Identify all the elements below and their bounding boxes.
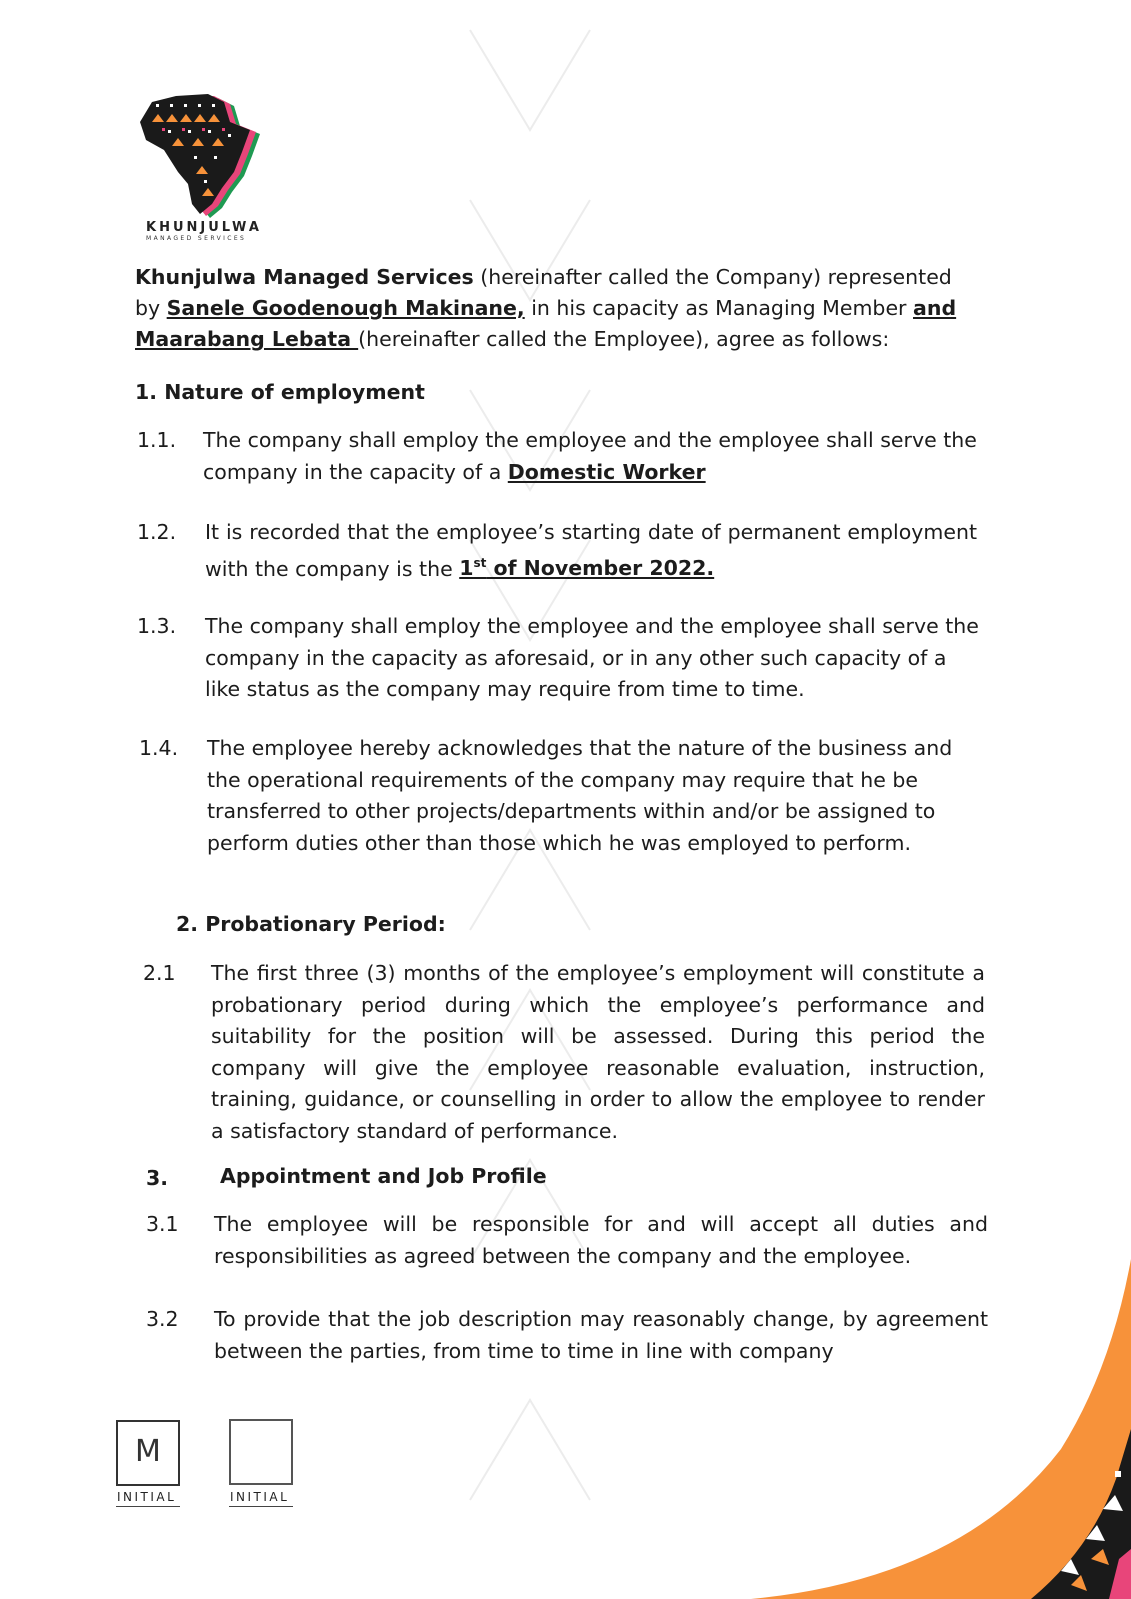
- intro-and: and: [913, 296, 957, 320]
- intro-text-3: (hereinafter called the Employee), agree as follows:: [358, 327, 890, 351]
- intro-text-1: (hereinafter called the Company) represented by: [135, 265, 952, 320]
- clause-text: To provide that the job description may reasonably change, by agreement between the parties, from time to time in line with company: [214, 1307, 988, 1363]
- clause-number: 1.4.: [139, 736, 179, 760]
- start-date: [459, 556, 714, 580]
- initial-label-2: INITIAL: [230, 1490, 290, 1504]
- section-2-heading: 2. Probationary Period:: [176, 912, 446, 936]
- start-day: 1: [459, 556, 474, 581]
- clause-text: The employee will be responsible for and will accept all duties and responsibilities as agreed between the company and the employee.: [214, 1212, 988, 1268]
- logo-wordmark: KHUNJULWA: [146, 220, 262, 235]
- clause-number: 2.1: [143, 961, 176, 985]
- clause-1-2-body: It is recorded that the employee’s starting date of permanent employment with the company is the: [205, 520, 977, 581]
- clause-text: The employee hereby acknowledges that the nature of the business and the operational requirements of the company may require that he be transferred to other projects/departments within and/or be assigned to perform duties other than those which he was employed to perform.: [207, 736, 953, 855]
- section-3-number: 3.: [146, 1166, 169, 1190]
- intro-paragraph: [135, 262, 980, 355]
- representative-name: Sanele Goodenough Makinane,: [166, 296, 525, 320]
- clause-number: 1.1.: [137, 428, 177, 452]
- clause-number: 1.3.: [137, 614, 177, 638]
- clause-text: The first three (3) months of the employee’s employment will constitute a probationary period during which the employee’s performance and suitability for the position will be assessed. During this period the company will give the employee reasonable evaluation, instruction, training, guidance, or counselling in order to allow the employee to render a satisfactory standard of performance.: [211, 961, 985, 1143]
- africa-logo-icon: [138, 92, 268, 220]
- initial-label-1: INITIAL: [117, 1490, 177, 1504]
- clause-1-1-body: The company shall employ the employee and the employee shall serve the company in the capacity of a: [203, 428, 977, 484]
- section-1-heading: 1. Nature of employment: [135, 380, 425, 404]
- employee-name: Maarabang Lebata: [135, 327, 359, 351]
- clause-number: 3.1: [146, 1212, 179, 1236]
- intro-text-2: in his capacity as Managing Member: [524, 296, 914, 320]
- initial-underline-1: [116, 1506, 180, 1507]
- clause-text: The company shall employ the employee and the employee shall serve the company in the capacity as aforesaid, or in any other such capacity of a like status as the company may require from time to time.: [205, 614, 979, 701]
- clause-number: 1.2.: [137, 520, 177, 544]
- start-month-year: of November 2022.: [486, 556, 715, 581]
- company-name: Khunjulwa Managed Services: [135, 265, 474, 289]
- initial-underline-2: [229, 1506, 293, 1507]
- job-role: Domestic Worker: [507, 459, 706, 484]
- clause-text: [205, 517, 977, 585]
- initial-letter: M: [135, 1434, 161, 1469]
- initial-box-1[interactable]: [116, 1420, 180, 1486]
- clause-number: 3.2: [146, 1307, 179, 1331]
- corner-decoration-icon: [731, 1259, 1131, 1599]
- section-3-heading: Appointment and Job Profile: [220, 1164, 547, 1188]
- logo-subtitle: MANAGED SERVICES: [146, 235, 247, 242]
- clause-text: [203, 425, 979, 488]
- initial-box-2[interactable]: [229, 1419, 293, 1485]
- start-day-suffix: st: [473, 556, 487, 571]
